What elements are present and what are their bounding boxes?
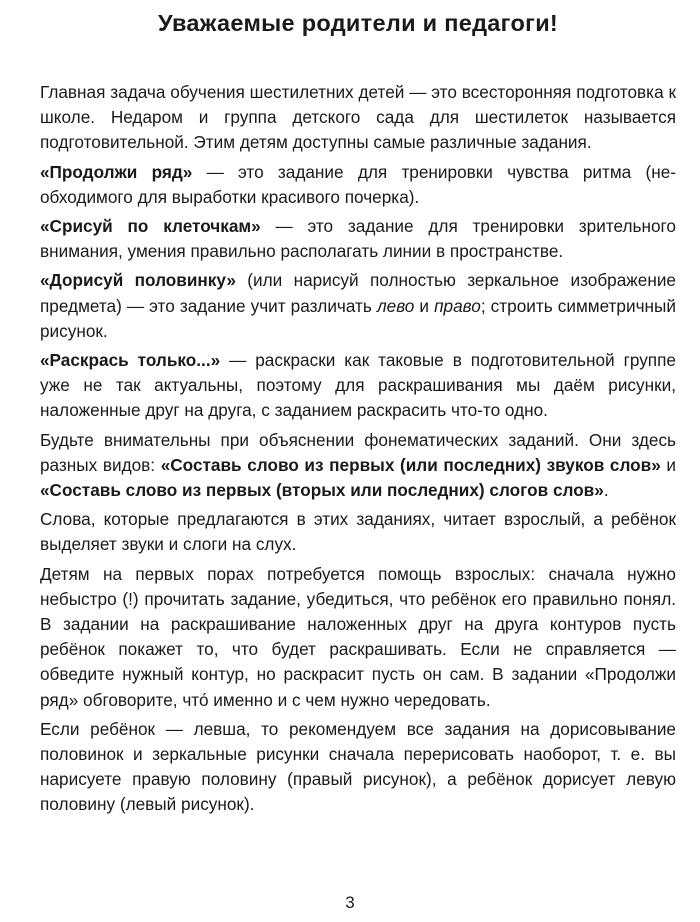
paragraph	[40, 268, 676, 344]
paragraph	[40, 214, 676, 264]
task-name: «Составь слово из первых (вторых или последних) слогов слов»	[40, 480, 604, 501]
paragraph-text: — это задание для тренировки зрительного внимания, умения правильно располагать линии в пространстве.	[40, 216, 676, 262]
emphasis-text: право	[434, 295, 481, 316]
task-name: «Продолжи ряд»	[40, 161, 193, 182]
paragraph-text: — это задание для тренировки чувства ритма (необходимого для выработки красивого почерка).	[40, 161, 676, 207]
paragraph-text: Детям на первых порах потребуется помощь взрослых: сначала нужно небыстро (!) прочитать задание, убедиться, что ребёнок его правильно понял. В задании на раскрашивание наложенных друг на друга контуров пусть ребёнок покажет то, что будет раскрашивать. Если не справляется — обведите нужный контур, но раскрасит пусть он сам. В задании «Продолжи ряд» обговорите, что́ именно и с чем нужно чередовать.	[40, 563, 676, 710]
page-title: Уважаемые родители и педагоги!	[157, 10, 559, 36]
paragraph	[40, 507, 676, 557]
task-name: «Дорисуй половинку»	[40, 270, 236, 291]
task-name: «Раскрась только...»	[40, 350, 221, 371]
paragraph-text: Если ребёнок — левша, то рекомендуем все задания на дорисовывание половинок и зеркальные рисунки сначала перерисовать наоборот, т. е. вы нарисуете правую половину (правый рисунок), а ребёнок дорисует левую половину (левый рисунок).	[40, 718, 676, 815]
task-name: «Срисуй по клеточкам»	[40, 216, 261, 237]
paragraph	[40, 80, 676, 156]
paragraph-text: и	[660, 454, 676, 475]
paragraph-text: Главная задача обучения шестилетних детей — это всесторонняя подготовка к школе. Недаром и группа детского сада для шестилеток называется подготовительной. Этим детям доступны самые различные задания.	[40, 82, 676, 153]
paragraph	[40, 160, 676, 210]
paragraph-text: Будьте внимательны при объяснении фонематических заданий. Они здесь разных видов:	[40, 429, 676, 475]
paragraph-text: и	[414, 295, 435, 316]
page-number: 3	[345, 893, 355, 912]
paragraph	[40, 562, 676, 713]
paragraph	[40, 428, 676, 504]
body-text	[40, 80, 676, 818]
paragraph-text: (или нарисуй полностью зеркальное изображение предмета) — это задание учит различать	[40, 270, 676, 316]
task-name: «Составь слово из первых (или последних) звуков слов»	[160, 454, 661, 475]
paragraph-text: .	[603, 480, 609, 501]
paragraph	[40, 348, 676, 424]
emphasis-text: лево	[376, 295, 415, 316]
paragraph-text: ; строить симметричный рисунок.	[40, 295, 676, 341]
paragraph	[40, 717, 676, 818]
paragraph-text: Слова, которые предлагаются в этих заданиях, читает взрослый, а ребёнок выделяет звуки и слоги на слух.	[40, 509, 676, 555]
paragraph-text: — раскраски как таковые в подготовительной группе уже не так актуальны, поэтому для раскрашивания мы даём рисунки, наложенные друг на друга, с заданием раскрасить что-то одно.	[40, 350, 676, 421]
